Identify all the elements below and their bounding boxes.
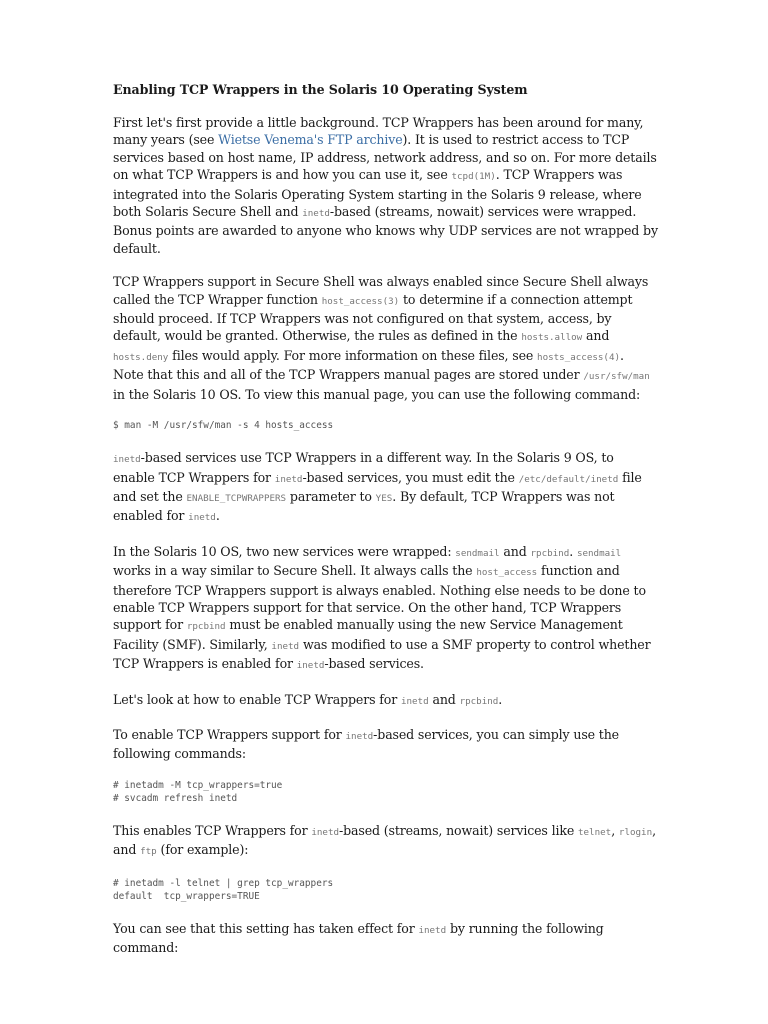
- text: ). It is used to restrict access to TCP services based on host name, IP address, network address, and so on. For more details on what TCP Wrappers is and how you can use it, see: [113, 132, 657, 183]
- inline-code: inetd: [400, 695, 429, 707]
- inline-code: /etc/default/inetd: [518, 473, 619, 485]
- text: -based services, you must edit the: [302, 469, 519, 485]
- text: in the Solaris 10 OS. To view this manual page, you can use the following command:: [113, 386, 641, 402]
- inline-code: host_access: [476, 567, 538, 579]
- text: -based services, you can simply use the following commands:: [113, 726, 619, 762]
- text: by running the following command:: [113, 920, 604, 955]
- inline-code: host_access(3): [321, 295, 400, 307]
- text: and: [499, 543, 531, 559]
- text: . TCP Wrappers was integrated into the Solaris Operating System starting in the Solaris 9 release, where both Solaris Secure Shell and: [113, 167, 642, 220]
- inline-code: hosts.deny: [113, 351, 169, 363]
- paragraph-inetd: [113, 449, 658, 527]
- inline-code: inetd: [188, 512, 216, 524]
- text: was modified to use a SMF property to control whether TCP Wrappers is enabled for: [113, 636, 651, 672]
- inline-code: inetd: [113, 454, 141, 466]
- inline-code: rpcbind: [530, 547, 570, 559]
- text: and: [428, 691, 460, 707]
- inline-code: rpcbind: [459, 695, 499, 707]
- inline-code: YES: [375, 492, 393, 504]
- inline-code: hosts.allow: [521, 332, 583, 344]
- text: (for example):: [156, 842, 249, 858]
- paragraph-solaris10: [113, 543, 658, 675]
- inline-code: rlogin: [618, 826, 653, 838]
- inline-code: /usr/sfw/man: [583, 371, 650, 383]
- text: Let's look at how to enable TCP Wrappers for: [113, 691, 401, 707]
- text: must be enabled manually using the new Service Management Facility (SMF). Similarly,: [113, 617, 623, 652]
- text: TCP Wrappers support in Secure Shell was always enabled since Secure Shell always called the TCP Wrapper function: [113, 274, 649, 307]
- code-block-grep: # inetadm -l telnet | grep tcp_wrappers default tcp_wrappers=TRUE: [113, 877, 334, 902]
- inline-code: sendmail: [455, 547, 500, 559]
- text: .: [215, 508, 220, 524]
- ftp-archive-link[interactable]: Wietse Venema's FTP archive: [218, 132, 403, 148]
- text: file and set the: [113, 469, 642, 504]
- text: -based (streams, nowait) services like: [339, 822, 578, 838]
- inline-code: hosts_access(4): [537, 351, 621, 363]
- text: To enable TCP Wrappers support for: [113, 726, 346, 742]
- inline-code: inetd: [296, 660, 325, 672]
- code-block-man: $ man -M /usr/sfw/man -s 4 hosts_access: [113, 420, 334, 432]
- inline-code: ENABLE_TCPWRAPPERS: [186, 492, 287, 504]
- inline-code: inetd: [302, 208, 330, 220]
- text: .: [569, 543, 577, 559]
- text: In the Solaris 10 OS, two new services were wrapped:: [113, 543, 456, 559]
- text: ,: [611, 822, 619, 838]
- text: This enables TCP Wrappers for: [113, 822, 312, 838]
- text: First let's first provide a little background. TCP Wrappers has been around for many, many years (see: [113, 115, 644, 148]
- inline-code: sendmail: [576, 547, 622, 559]
- article-title: Enabling TCP Wrappers in the Solaris 10 Operating System: [113, 82, 528, 97]
- text: function and therefore TCP Wrappers support is always enabled. Nothing else needs to be done to enable TCP Wrappers support for that service. On the other hand, TCP Wrappers support for: [113, 563, 646, 633]
- text: -based services.: [324, 656, 424, 672]
- inline-code: ftp: [140, 846, 157, 858]
- text: .: [498, 691, 503, 707]
- text: You can see that this setting has taken effect for: [113, 920, 419, 936]
- text: . By default, TCP Wrappers was not enabled for: [113, 488, 615, 524]
- text: parameter to: [286, 488, 376, 504]
- paragraph-background: [113, 114, 658, 257]
- inline-code: inetd: [345, 730, 374, 742]
- inline-code: inetd: [311, 826, 340, 838]
- inline-code: telnet: [577, 826, 612, 838]
- inline-code: inetd: [271, 640, 300, 652]
- code-block-inetadm: # inetadm -M tcp_wrappers=true # svcadm refresh inetd: [113, 779, 283, 804]
- text: . Note that this and all of the TCP Wrappers manual pages are stored under: [113, 347, 624, 383]
- text: -based services use TCP Wrappers in a different way. In the Solaris 9 OS, to enable TCP Wrappers for: [113, 450, 614, 485]
- inline-code: rpcbind: [186, 621, 226, 633]
- paragraph-lets-look: [113, 691, 658, 710]
- text: -based (streams, nowait) services were wrapped. Bonus points are awarded to anyone who knows why UDP services are not wrapped by default.: [113, 204, 658, 256]
- text: files would apply. For more information on these files, see: [168, 347, 538, 363]
- inline-code: inetd: [274, 473, 303, 485]
- paragraph-services: [113, 822, 658, 861]
- text: to determine if a connection attempt should proceed. If TCP Wrappers was not configured on that system, access, by default, would be granted. Otherwise, the rules as defined in the: [113, 291, 633, 344]
- paragraph-secure-shell: [113, 273, 658, 403]
- inline-code: tcpd(1M): [451, 171, 496, 183]
- paragraph-enable-inetd: [113, 726, 658, 763]
- text: , and: [113, 822, 656, 858]
- text: and: [582, 328, 610, 344]
- text: works in a way similar to Secure Shell. It always calls the: [113, 563, 477, 579]
- inline-code: inetd: [418, 924, 447, 936]
- paragraph-taken-effect: [113, 920, 658, 957]
